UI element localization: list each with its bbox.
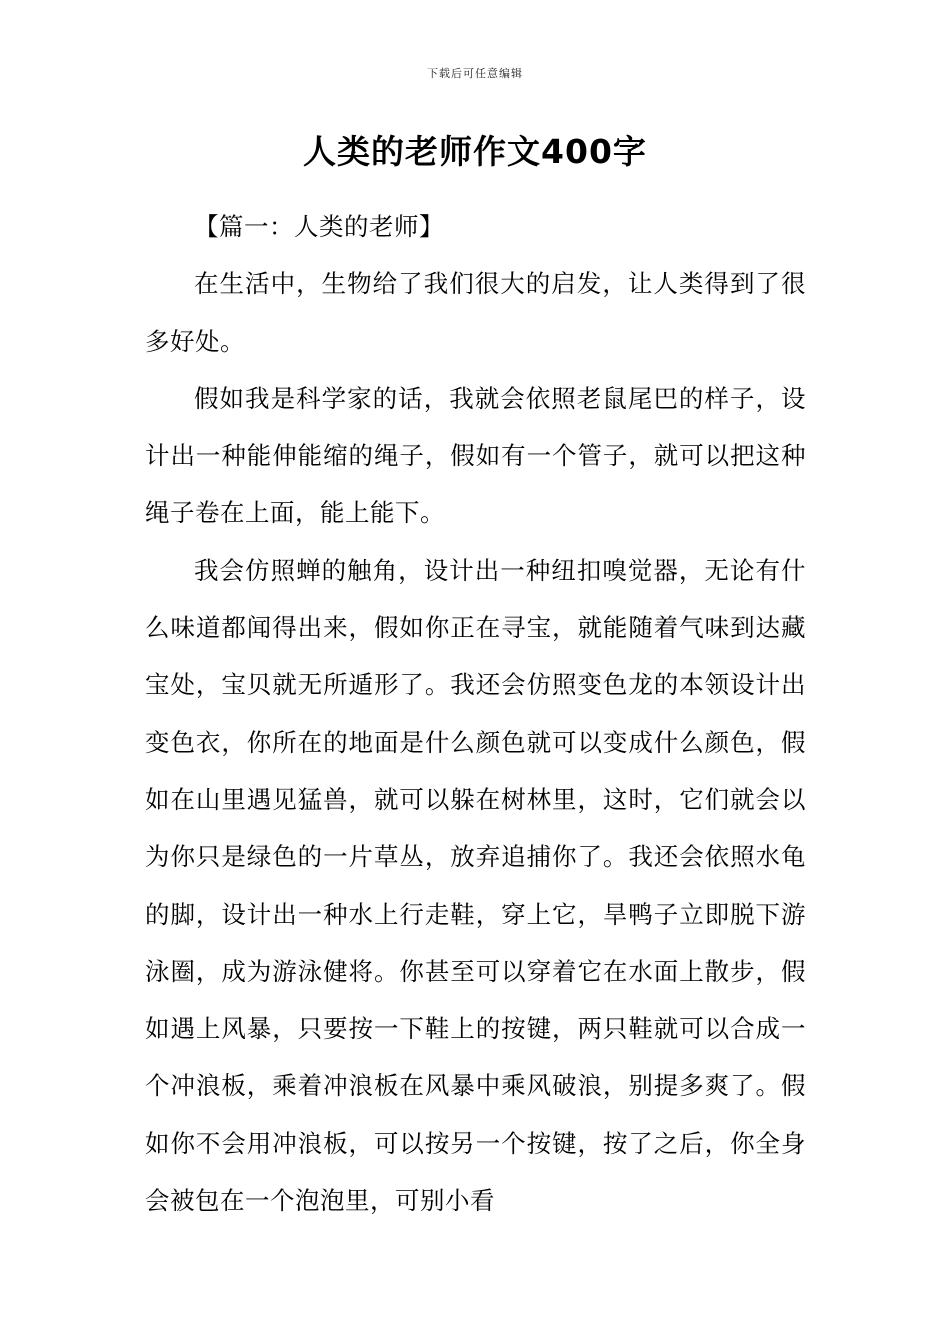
header-note: 下载后可任意编辑 [427,67,523,80]
document-title: 人类的老师作文400字 [303,132,647,171]
paragraph-3: 我会仿照蝉的触角，设计出一种纽扣嗅觉器，无论有什么味道都闻得出来，假如你正在寻宝，就能随着气味到达藏宝处，宝贝就无所遁形了。我还会仿照变色龙的本领设计出变色衣，你所在的地面是什么颜色就可以变成什么颜色，假如在山里遇见猛兽，就可以躲在树林里，这时，它们就会以为你只是绿色的一片草丛，放弃追捕你了。我还会依照水龟的脚，设计出一种水上行走鞋，穿上它，旱鸭子立即脱下游泳圈，成为游泳健将。你甚至可以穿着它在水面上散步，假如遇上风暴，只要按一下鞋上的按键，两只鞋就可以合成一个冲浪板，乘着冲浪板在风暴中乘风破浪，别提多爽了。假如你不会用冲浪板，可以按另一个按键，按了之后，你全身会被包在一个泡泡里，可别小看 [145,555,806,1216]
paragraph-2: 假如我是科学家的话，我就会依照老鼠尾巴的样子，设计出一种能伸能缩的绳子，假如有一个管子，就可以把这种绳子卷在上面，能上能下。 [145,383,806,528]
paragraph-1: 在生活中，生物给了我们很大的启发，让人类得到了很多好处。 [145,269,806,356]
section-heading: 【篇一：人类的老师】 [194,212,444,241]
document-body [145,198,806,1229]
